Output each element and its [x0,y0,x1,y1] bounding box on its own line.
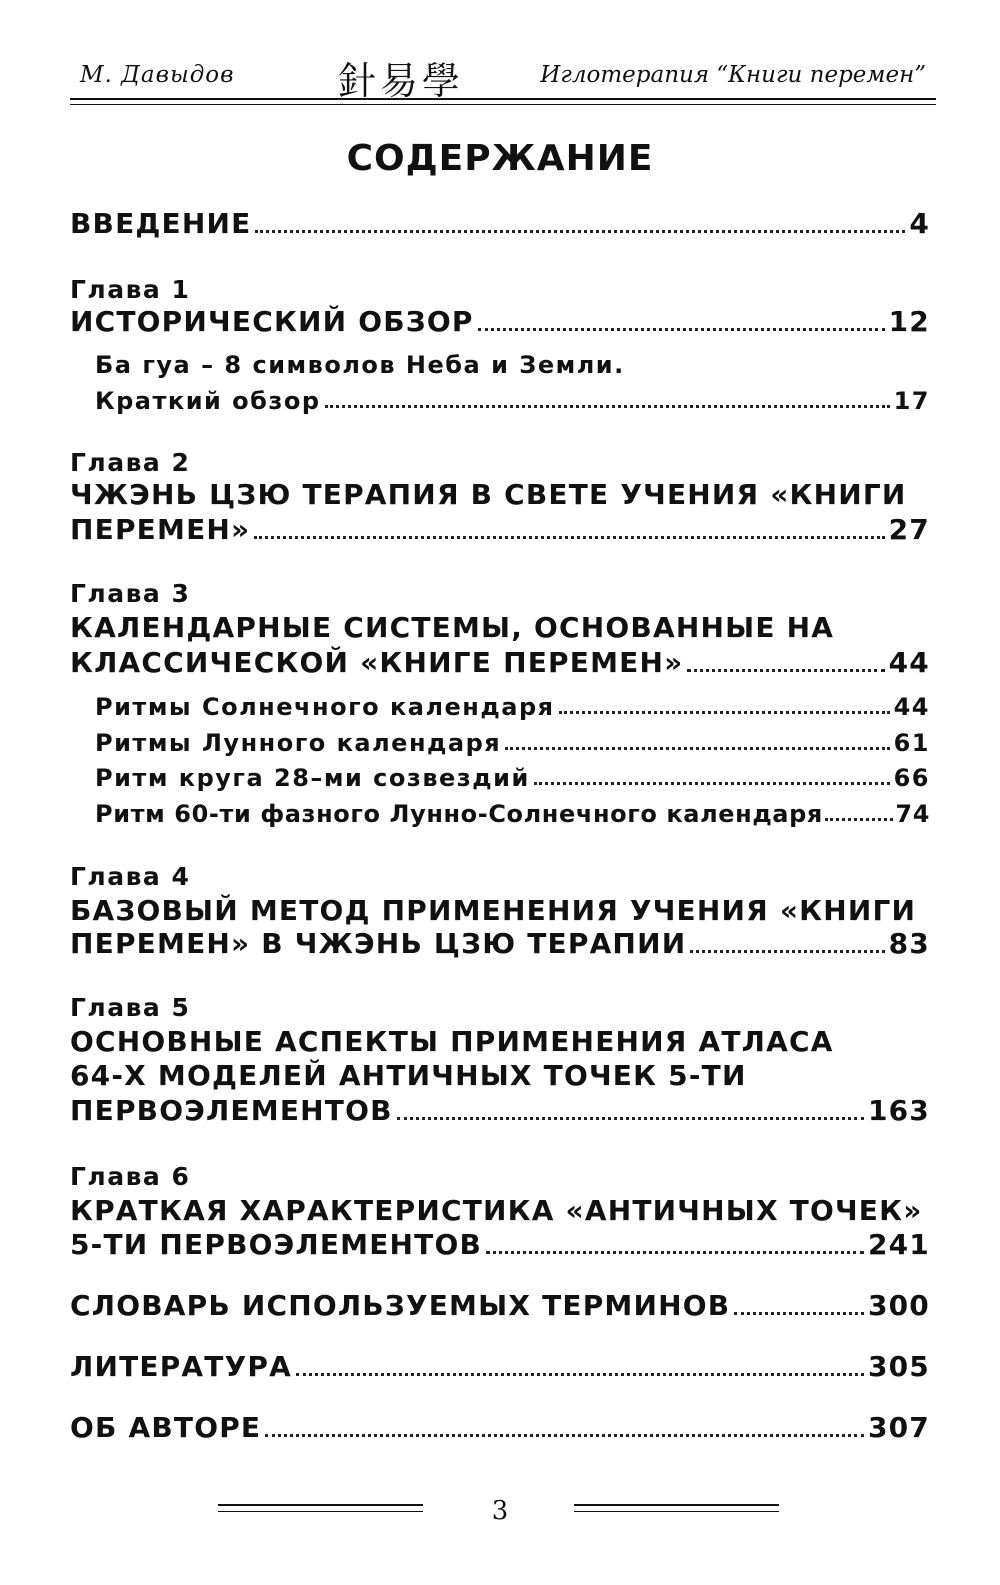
toc-entry-title: ОБ АВТОРЕ [70,1411,262,1444]
toc-subentry[interactable] [95,794,930,828]
page-number: 3 [491,1496,509,1526]
toc-entry-ch4[interactable] [70,926,930,960]
page-title: СОДЕРЖАНИЕ [346,138,654,179]
leader-dots [397,1117,864,1120]
toc-entry-title: Краткий обзор [95,387,321,415]
toc-entry-title[interactable]: БАЗОВЫЙ МЕТОД ПРИМЕНЕНИЯ УЧЕНИЯ «КНИГИ [70,894,917,927]
toc-entry-page: 44 [888,646,930,679]
toc-entry-page: 241 [867,1228,930,1261]
chapter-label: Глава 3 [70,579,191,608]
toc-entry-page: 300 [867,1289,930,1322]
toc-entry-ch1[interactable] [70,304,930,338]
leader-dots [254,536,884,539]
toc-entry-glossary[interactable] [70,1288,930,1322]
toc-entry-page: 83 [888,927,930,960]
toc-entry-page: 17 [893,387,930,415]
toc-entry-title[interactable]: ОСНОВНЫЕ АСПЕКТЫ ПРИМЕНЕНИЯ АТЛАСА [70,1025,834,1058]
leader-dots [825,818,894,821]
toc-entry-page: 66 [893,764,930,792]
leader-dots [534,782,890,785]
toc-entry-title: 5-ТИ ПЕРВОЭЛЕМЕНТОВ [70,1228,483,1261]
toc-entry-title[interactable]: КРАТКАЯ ХАРАКТЕРИСТИКА «АНТИЧНЫХ ТОЧЕК» [70,1194,923,1227]
leader-dots [478,328,885,331]
header-book-title: Иглотерапия “Книги перемен” [540,62,926,88]
leader-dots [690,950,884,953]
leader-dots [325,405,890,408]
toc-entry-page: 44 [893,693,930,721]
chapter-label: Глава 6 [70,1162,191,1191]
leader-dots [296,1373,864,1376]
leader-dots [734,1312,864,1315]
toc-subentry[interactable] [95,687,930,721]
header-rule-thin [70,104,936,105]
leader-dots [486,1251,864,1254]
chapter-label: Глава 1 [70,275,191,304]
toc-subentry[interactable] [95,723,930,757]
toc-entry-title: Ритмы Лунного календаря [95,729,502,757]
toc-entry-title: ПЕРВОЭЛЕМЕНТОВ [70,1094,393,1127]
toc-entry-page: 61 [893,729,930,757]
chapter-label: Глава 2 [70,448,191,477]
header-hanzi: 針易學 [338,59,465,103]
toc-entry-title: ПЕРЕМЕН» В ЧЖЭНЬ ЦЗЮ ТЕРАПИИ [70,927,687,960]
toc-entry-title: Ритм 60-ти фазного Лунно-Солнечного календаря [95,800,823,828]
toc-entry-about[interactable] [70,1410,930,1444]
toc-entry-ch6[interactable] [70,1227,930,1261]
toc-entry-page: 12 [888,305,930,338]
toc-subentry-title[interactable]: Ба гуа – 8 символов Неба и Земли. [95,351,625,379]
chapter-label: Глава 4 [70,862,191,891]
toc-entry-ch3[interactable] [70,645,930,679]
toc-entry-title: ИСТОРИЧЕСКИЙ ОБЗОР [70,305,474,338]
leader-dots [559,711,890,714]
page-footer [0,1496,1000,1536]
toc-subentry-ba-gua[interactable] [95,381,930,415]
toc-entry-page: 27 [888,513,930,546]
toc-entry-title: ВВЕДЕНИЕ [70,207,252,240]
leader-dots [265,1434,864,1437]
toc-entry-page: 163 [867,1094,930,1127]
leader-dots [255,230,905,233]
toc-entry-ch2[interactable] [70,512,930,546]
toc-entry-intro[interactable] [70,206,930,240]
header-rule [70,98,936,100]
toc-entry-page: 307 [867,1411,930,1444]
toc-subentry[interactable] [95,758,930,792]
toc-entry-page: 74 [895,800,930,828]
toc-entry-title[interactable]: 64-Х МОДЕЛЕЙ АНТИЧНЫХ ТОЧЕК 5-ТИ [70,1059,747,1092]
toc-entry-title: ЛИТЕРАТУРА [70,1350,292,1383]
toc-entry-title[interactable]: КАЛЕНДАРНЫЕ СИСТЕМЫ, ОСНОВАННЫЕ НА [70,611,835,644]
toc-entry-ch5[interactable] [70,1093,930,1127]
toc-entry-title[interactable]: ЧЖЭНЬ ЦЗЮ ТЕРАПИЯ В СВЕТЕ УЧЕНИЯ «КНИГИ [70,478,907,511]
toc-entry-title: Ритм круга 28–ми созвездий [95,764,530,792]
toc-entry-title: СЛОВАРЬ ИСПОЛЬЗУЕМЫХ ТЕРМИНОВ [70,1289,731,1322]
toc-entry-title: ПЕРЕМЕН» [70,513,251,546]
toc-entry-page: 4 [909,207,930,240]
toc-entry-page: 305 [867,1350,930,1383]
leader-dots [687,669,884,672]
chapter-label: Глава 5 [70,993,191,1022]
header-author: М. Давыдов [80,62,235,88]
toc-entry-title: КЛАССИЧЕСКОЙ «КНИГЕ ПЕРЕМЕН» [70,646,684,679]
toc-entry-title: Ритмы Солнечного календаря [95,693,555,721]
toc-entry-literature[interactable] [70,1349,930,1383]
leader-dots [505,747,889,750]
running-header [70,38,936,103]
footer-rule-right [574,1504,779,1512]
